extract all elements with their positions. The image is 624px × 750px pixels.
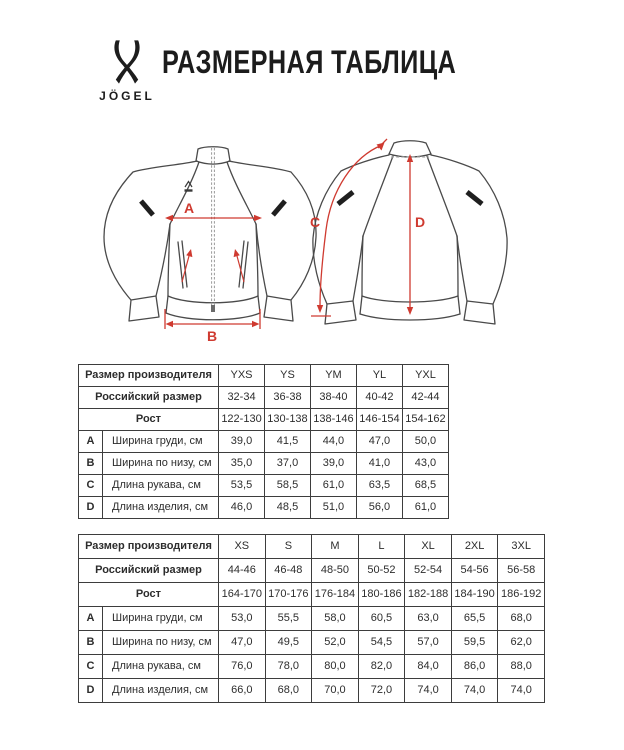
meta-cell-value: YL [356, 365, 402, 387]
measure-cell-value: 65,5 [451, 607, 498, 631]
meta-cell-value: 176-184 [312, 583, 359, 607]
measure-cell-value: 62,0 [498, 631, 545, 655]
measure-letter: C [79, 655, 103, 679]
measure-row [79, 431, 449, 453]
meta-cell-value: 130-138 [265, 409, 311, 431]
measure-cell-value: 74,0 [405, 679, 452, 703]
measure-arrow-A [165, 215, 262, 221]
meta-cell-value: 54-56 [451, 559, 498, 583]
meta-cell-value: 154-162 [402, 409, 448, 431]
measure-label: Длина рукава, см [103, 475, 219, 497]
measure-letter: D [79, 679, 103, 703]
meta-cell-value: 180-186 [358, 583, 405, 607]
measure-cell-value: 46,0 [219, 497, 265, 519]
meta-row-label: Российский размер [79, 559, 219, 583]
measure-cell-value: 35,0 [219, 453, 265, 475]
size-table-youth [78, 364, 449, 519]
meta-row [79, 365, 449, 387]
meta-row-label: Рост [79, 409, 219, 431]
measure-cell-value: 59,5 [451, 631, 498, 655]
jogel-logo-icon [111, 38, 143, 86]
meta-cell-value: YM [310, 365, 356, 387]
measure-label: Ширина по низу, см [103, 453, 219, 475]
measure-cell-value: 63,5 [356, 475, 402, 497]
meta-row-label: Размер производителя [79, 365, 219, 387]
measure-cell-value: 53,5 [219, 475, 265, 497]
meta-cell-value: 40-42 [356, 387, 402, 409]
meta-cell-value: 164-170 [219, 583, 266, 607]
measure-cell-value: 44,0 [310, 431, 356, 453]
meta-cell-value: 50-52 [358, 559, 405, 583]
measure-cell-value: 88,0 [498, 655, 545, 679]
measure-cell-value: 47,0 [219, 631, 266, 655]
meta-cell-value: M [312, 535, 359, 559]
measure-cell-value: 37,0 [265, 453, 311, 475]
measure-cell-value: 48,5 [265, 497, 311, 519]
meta-cell-value: 52-54 [405, 559, 452, 583]
measure-cell-value: 51,0 [310, 497, 356, 519]
measure-label: Ширина по низу, см [103, 631, 219, 655]
measure-label: Длина рукава, см [103, 655, 219, 679]
meta-cell-value: YXS [219, 365, 265, 387]
meta-row [79, 387, 449, 409]
measure-cell-value: 72,0 [358, 679, 405, 703]
meta-cell-value: YXL [402, 365, 448, 387]
size-table-adult [78, 534, 545, 703]
meta-cell-value: 146-154 [356, 409, 402, 431]
meta-row [79, 583, 545, 607]
measure-cell-value: 60,5 [358, 607, 405, 631]
meta-cell-value: 138-146 [310, 409, 356, 431]
meta-row-label: Российский размер [79, 387, 219, 409]
measure-cell-value: 50,0 [402, 431, 448, 453]
measure-cell-value: 54,5 [358, 631, 405, 655]
meta-cell-value: 42-44 [402, 387, 448, 409]
measure-cell-value: 49,5 [265, 631, 312, 655]
meta-cell-value: XL [405, 535, 452, 559]
label-C: C [310, 214, 321, 230]
measure-cell-value: 61,0 [310, 475, 356, 497]
meta-cell-value: 48-50 [312, 559, 359, 583]
meta-cell-value: S [265, 535, 312, 559]
measure-cell-value: 58,5 [265, 475, 311, 497]
measure-cell-value: 74,0 [498, 679, 545, 703]
meta-cell-value: 122-130 [219, 409, 265, 431]
measure-letter: A [79, 607, 103, 631]
label-D: D [415, 214, 426, 230]
measure-letter: D [79, 497, 103, 519]
measure-cell-value: 41,0 [356, 453, 402, 475]
measure-cell-value: 80,0 [312, 655, 359, 679]
measure-row [79, 453, 449, 475]
measure-cell-value: 74,0 [451, 679, 498, 703]
measure-cell-value: 68,0 [498, 607, 545, 631]
label-B: B [206, 328, 218, 344]
measure-cell-value: 39,0 [219, 431, 265, 453]
measure-row [79, 475, 449, 497]
measure-cell-value: 68,5 [402, 475, 448, 497]
zipper-pull-icon [211, 305, 215, 312]
measure-cell-value: 55,5 [265, 607, 312, 631]
meta-cell-value: YS [265, 365, 311, 387]
measure-cell-value: 76,0 [219, 655, 266, 679]
jacket-back-diagram [305, 138, 545, 350]
measure-row [79, 497, 449, 519]
measure-row [79, 679, 545, 703]
meta-row-label: Рост [79, 583, 219, 607]
measure-cell-value: 82,0 [358, 655, 405, 679]
measure-label: Длина изделия, см [103, 679, 219, 703]
measure-cell-value: 86,0 [451, 655, 498, 679]
meta-cell-value: 182-188 [405, 583, 452, 607]
measure-cell-value: 61,0 [402, 497, 448, 519]
measure-label: Ширина груди, см [103, 431, 219, 453]
meta-cell-value: 184-190 [451, 583, 498, 607]
measure-cell-value: 68,0 [265, 679, 312, 703]
measure-cell-value: 58,0 [312, 607, 359, 631]
measure-letter: C [79, 475, 103, 497]
meta-cell-value: 36-38 [265, 387, 311, 409]
jacket-front-diagram [95, 140, 323, 347]
meta-row-label: Размер производителя [79, 535, 219, 559]
meta-cell-value: 170-176 [265, 583, 312, 607]
meta-cell-value: 44-46 [219, 559, 266, 583]
measure-row [79, 631, 545, 655]
measure-cell-value: 52,0 [312, 631, 359, 655]
meta-cell-value: 46-48 [265, 559, 312, 583]
measure-cell-value: 43,0 [402, 453, 448, 475]
measure-row [79, 607, 545, 631]
measure-label: Длина изделия, см [103, 497, 219, 519]
meta-cell-value: 56-58 [498, 559, 545, 583]
measure-cell-value: 78,0 [265, 655, 312, 679]
meta-cell-value: 3XL [498, 535, 545, 559]
measure-cell-value: 66,0 [219, 679, 266, 703]
meta-cell-value: L [358, 535, 405, 559]
measure-letter: B [79, 631, 103, 655]
brand-name: JÖGEL [99, 89, 155, 103]
measure-cell-value: 39,0 [310, 453, 356, 475]
meta-cell-value: 186-192 [498, 583, 545, 607]
meta-row [79, 535, 545, 559]
measure-label: Ширина груди, см [103, 607, 219, 631]
measure-cell-value: 57,0 [405, 631, 452, 655]
brand-logo [94, 38, 160, 103]
measure-cell-value: 63,0 [405, 607, 452, 631]
meta-cell-value: 2XL [451, 535, 498, 559]
measure-arrow-D [407, 154, 413, 315]
measure-cell-value: 41,5 [265, 431, 311, 453]
measure-letter: A [79, 431, 103, 453]
measure-cell-value: 47,0 [356, 431, 402, 453]
measure-cell-value: 84,0 [405, 655, 452, 679]
measure-row [79, 655, 545, 679]
meta-row [79, 559, 545, 583]
measure-cell-value: 56,0 [356, 497, 402, 519]
measure-cell-value: 53,0 [219, 607, 266, 631]
page-title: РАЗМЕРНАЯ ТАБЛИЦА [162, 44, 457, 80]
meta-row [79, 409, 449, 431]
meta-cell-value: 38-40 [310, 387, 356, 409]
measure-arrow-C [311, 139, 387, 316]
measure-letter: B [79, 453, 103, 475]
label-A: A [183, 200, 195, 216]
meta-cell-value: XS [219, 535, 266, 559]
measure-cell-value: 70,0 [312, 679, 359, 703]
meta-cell-value: 32-34 [219, 387, 265, 409]
